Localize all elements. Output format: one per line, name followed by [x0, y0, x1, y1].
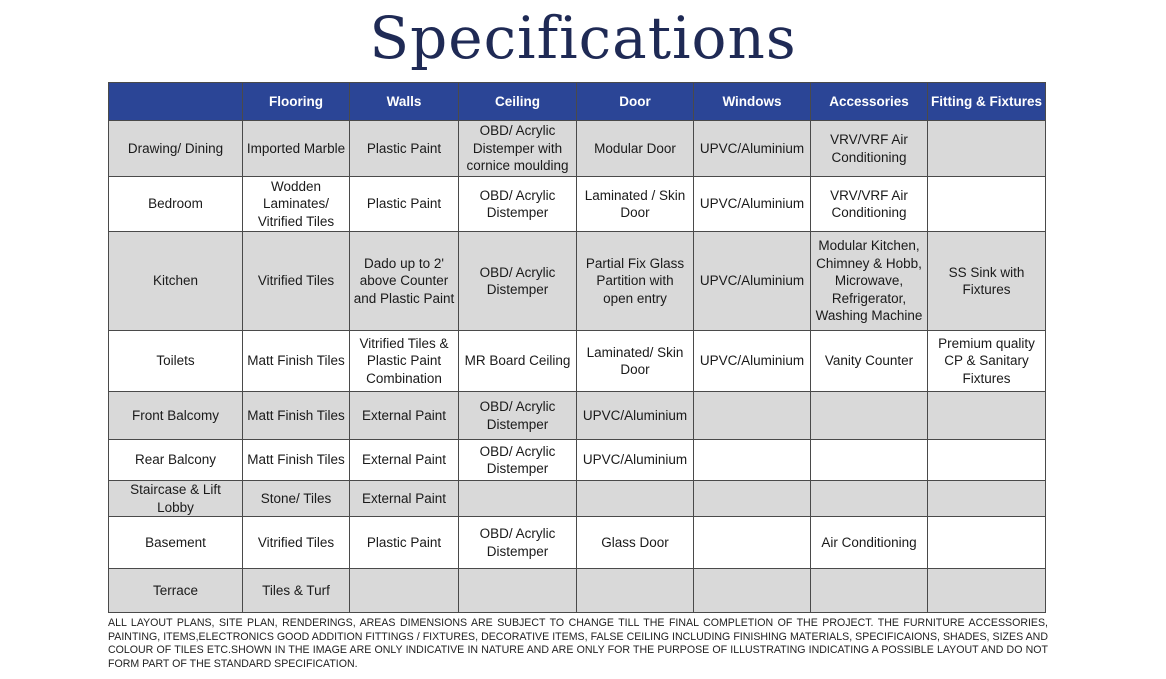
disclaimer-text: ALL LAYOUT PLANS, SITE PLAN, RENDERINGS, AREAS DIMENSIONS ARE SUBJECT TO CHANGE TILL THE FINAL COMPLETION OF THE PROJECT. THE FURNITURE ACCESSORIES, PAINTING, ITEMS,ELECTRONICS GOOD ADDITION FITTINGS / FIXTURES, DECORATIVE ITEMS, FALSE CEILING INCLUDING FINISHING MATERIALS, SPECIFICAIONS, SHADES, SIZES AND COLOUR OF TILES ETC.SHOWN IN THE IMAGE ARE ONLY INDICATIVE IN NATURE AND ARE ONLY FOR THE PURPOSE OF ILLUSTRATING INDICATING A POSSIBLE LAYOUT AND DO NOT FORM PART OF THE STANDARD SPECIFICATION. [108, 617, 1048, 670]
table-cell: UPVC/Aluminium [694, 121, 811, 177]
table-cell [811, 481, 928, 517]
table-row [109, 392, 1046, 440]
table-cell: UPVC/Aluminium [694, 232, 811, 331]
table-cell: OBD/ Acrylic Distemper [459, 177, 577, 232]
table-cell: Matt Finish Tiles [243, 331, 350, 392]
table-cell [928, 392, 1046, 440]
table-row [109, 517, 1046, 569]
table-cell: Dado up to 2' above Counter and Plastic Paint [350, 232, 459, 331]
table-cell: Tiles & Turf [243, 569, 350, 613]
header-cell-ceiling: Ceiling [459, 83, 577, 121]
table-cell: UPVC/Aluminium [577, 440, 694, 481]
table-cell: Partial Fix Glass Partition with open entry [577, 232, 694, 331]
table-cell: Matt Finish Tiles [243, 440, 350, 481]
table-cell [459, 481, 577, 517]
table-cell: Glass Door [577, 517, 694, 569]
table-row [109, 177, 1046, 232]
table-cell [928, 569, 1046, 613]
table-cell [928, 177, 1046, 232]
table-cell: Wodden Laminates/ Vitrified Tiles [243, 177, 350, 232]
table-header-row [109, 83, 1046, 121]
row-label-cell: Bedroom [109, 177, 243, 232]
table-cell: Vanity Counter [811, 331, 928, 392]
header-cell-flooring: Flooring [243, 83, 350, 121]
row-label-cell: Kitchen [109, 232, 243, 331]
table-cell: OBD/ Acrylic Distemper [459, 232, 577, 331]
table-cell [928, 440, 1046, 481]
row-label-cell: Terrace [109, 569, 243, 613]
table-cell: Plastic Paint [350, 121, 459, 177]
table-cell: External Paint [350, 481, 459, 517]
table-cell: MR Board Ceiling [459, 331, 577, 392]
table-cell [811, 440, 928, 481]
table-cell: Plastic Paint [350, 517, 459, 569]
table-cell: SS Sink with Fixtures [928, 232, 1046, 331]
table-row [109, 569, 1046, 613]
table-cell [928, 481, 1046, 517]
row-label-cell: Drawing/ Dining [109, 121, 243, 177]
row-label-cell: Toilets [109, 331, 243, 392]
table-cell: VRV/VRF Air Conditioning [811, 121, 928, 177]
table-cell: Modular Kitchen, Chimney & Hobb, Microwave, Refrigerator, Washing Machine [811, 232, 928, 331]
table-cell [694, 392, 811, 440]
table-cell [350, 569, 459, 613]
header-cell-empty [109, 83, 243, 121]
table-cell: VRV/VRF Air Conditioning [811, 177, 928, 232]
table-row [109, 331, 1046, 392]
table-cell: Matt Finish Tiles [243, 392, 350, 440]
table-cell: UPVC/Aluminium [694, 331, 811, 392]
table-cell [694, 569, 811, 613]
row-label-cell: Staircase & Lift Lobby [109, 481, 243, 517]
table-row [109, 232, 1046, 331]
table-cell [577, 481, 694, 517]
page-title: Specifications [369, 4, 797, 72]
row-label-cell: Rear Balcony [109, 440, 243, 481]
table-cell [694, 481, 811, 517]
table-cell: UPVC/Aluminium [577, 392, 694, 440]
table-row [109, 481, 1046, 517]
table-cell [811, 392, 928, 440]
specifications-table [108, 82, 1046, 613]
header-cell-fitting-fixtures: Fitting & Fixtures [928, 83, 1046, 121]
table-row [109, 121, 1046, 177]
table-cell: Vitrified Tiles [243, 517, 350, 569]
header-cell-accessories: Accessories [811, 83, 928, 121]
table-cell: OBD/ Acrylic Distemper [459, 517, 577, 569]
table-cell: OBD/ Acrylic Distemper [459, 392, 577, 440]
table-cell: UPVC/Aluminium [694, 177, 811, 232]
table-cell: Plastic Paint [350, 177, 459, 232]
header-cell-door: Door [577, 83, 694, 121]
table-cell: OBD/ Acrylic Distemper [459, 440, 577, 481]
table-cell [459, 569, 577, 613]
table-cell: Air Conditioning [811, 517, 928, 569]
table-cell: External Paint [350, 440, 459, 481]
table-cell [928, 121, 1046, 177]
table-cell: Laminated / Skin Door [577, 177, 694, 232]
table-cell [694, 517, 811, 569]
table-cell: External Paint [350, 392, 459, 440]
table-row [109, 440, 1046, 481]
table-cell: Imported Marble [243, 121, 350, 177]
row-label-cell: Basement [109, 517, 243, 569]
table-cell: OBD/ Acrylic Distemper with cornice moulding [459, 121, 577, 177]
table-cell [694, 440, 811, 481]
table-cell [811, 569, 928, 613]
header-cell-windows: Windows [694, 83, 811, 121]
row-label-cell: Front Balcomy [109, 392, 243, 440]
table-cell: Laminated/ Skin Door [577, 331, 694, 392]
table-cell [577, 569, 694, 613]
table-cell: Premium quality CP & Sanitary Fixtures [928, 331, 1046, 392]
table-cell [928, 517, 1046, 569]
header-cell-walls: Walls [350, 83, 459, 121]
table-cell: Modular Door [577, 121, 694, 177]
table-cell: Stone/ Tiles [243, 481, 350, 517]
table-cell: Vitrified Tiles & Plastic Paint Combination [350, 331, 459, 392]
table-cell: Vitrified Tiles [243, 232, 350, 331]
